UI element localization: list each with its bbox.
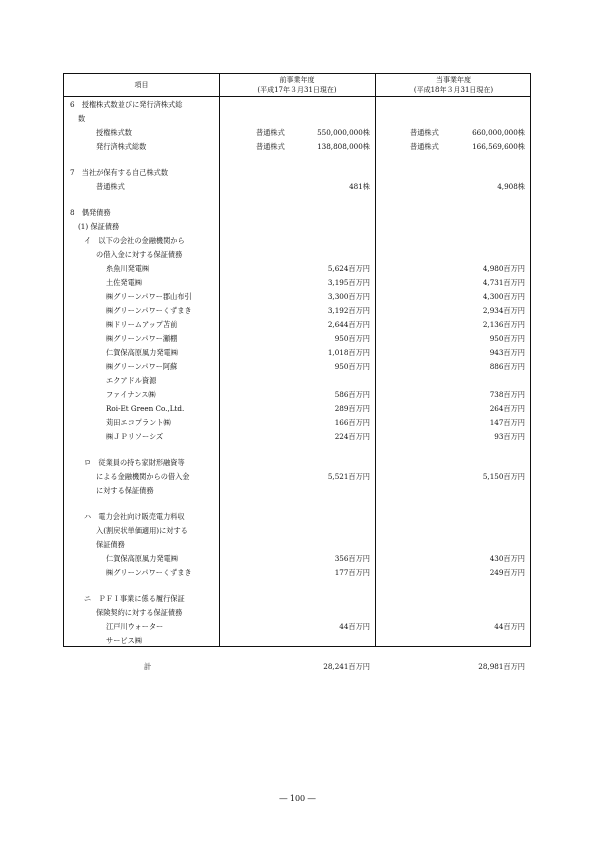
row-item-text: に対する保証債務 <box>96 486 154 495</box>
table-row <box>64 318 530 332</box>
row-item-text: エクアドル資源 <box>106 376 157 385</box>
cur-value: 249百万円 <box>489 568 525 577</box>
table-row <box>64 206 530 220</box>
row-item-text: ハ 電力会社向け販売電力料収 <box>84 512 185 521</box>
prev-value: 5,624百万円 <box>327 264 370 273</box>
table-row <box>64 332 530 346</box>
row-item-text: の借入金に対する保証債務 <box>96 250 183 259</box>
table-row <box>64 456 530 470</box>
cur-value: 166,569,600株 <box>472 142 525 151</box>
table-row <box>64 524 530 538</box>
row-item-text: イ 以下の会社の金融機関から <box>84 236 185 245</box>
cur-value: 2,136百万円 <box>482 320 525 329</box>
table-row <box>64 140 530 154</box>
prev-value: 177百万円 <box>334 568 370 577</box>
table-row <box>64 538 530 552</box>
prev-value: 3,195百万円 <box>327 278 370 287</box>
table-row <box>64 402 530 416</box>
row-item-text: 普通株式 <box>96 182 125 191</box>
prev-value: 2,644百万円 <box>327 320 370 329</box>
row-item-text: 数 <box>78 114 86 123</box>
header-cur-title: 当事業年度 <box>436 76 471 84</box>
table-row <box>64 470 530 484</box>
table-row <box>64 552 530 566</box>
header-cur-date: (平成18年３月31日現在) <box>413 86 494 94</box>
row-item-text: 保証債務 <box>96 540 125 549</box>
row-item-text: ㈱グリーンパワー郡山布引 <box>106 292 192 301</box>
table-row <box>64 484 530 498</box>
table-row <box>64 166 530 180</box>
cur-value: 93百万円 <box>494 432 525 441</box>
row-item-text: 計 <box>144 662 152 671</box>
prev-value: 356百万円 <box>334 554 370 563</box>
row-item-text: サービス㈱ <box>106 636 142 645</box>
row-item-text: ロ 従業員の持ち家財形融資等 <box>84 458 185 467</box>
row-item-text: 授権株式数 <box>96 128 132 137</box>
row-item-text: 保険契約に対する保証債務 <box>96 608 183 617</box>
header-item: 項目 <box>134 81 149 89</box>
notes-table <box>63 73 531 671</box>
cur-value: 943百万円 <box>489 348 525 357</box>
row-item-text: ㈱グリーンパワーくずまき <box>106 568 192 577</box>
table-row <box>64 346 530 360</box>
row-item-text: ファイナンス㈱ <box>106 390 156 399</box>
prev-value: 586百万円 <box>334 390 370 399</box>
header-divider <box>64 96 530 97</box>
cur-value: 660,000,000株 <box>472 128 525 137</box>
table-row <box>64 304 530 318</box>
prev-value: 1,018百万円 <box>327 348 370 357</box>
table-row <box>64 634 530 648</box>
row-item-text: 仁賀保高原風力発電㈱ <box>106 348 178 357</box>
cur-value: 5,150百万円 <box>482 472 525 481</box>
table-row <box>64 660 530 674</box>
row-item-text: ㈱ドリームアップ苫前 <box>106 320 178 329</box>
prev-label: 普通株式 <box>256 128 285 137</box>
row-item-text: による金融機関からの借入金 <box>96 472 190 481</box>
cur-value: 44百万円 <box>494 622 525 631</box>
cur-value: 264百万円 <box>489 404 525 413</box>
table-row <box>64 180 530 194</box>
prev-value: 224百万円 <box>334 432 370 441</box>
row-item-text: 糸魚川発電㈱ <box>106 264 150 273</box>
cur-value: 147百万円 <box>489 418 525 427</box>
row-item-text: 入(割戻状単価適用)に対する <box>96 526 188 535</box>
cur-value: 4,908株 <box>497 182 525 191</box>
cur-label: 普通株式 <box>410 142 439 151</box>
cur-value: 4,731百万円 <box>482 278 525 287</box>
table-row <box>64 430 530 444</box>
prev-value: 289百万円 <box>334 404 370 413</box>
table-row <box>64 276 530 290</box>
row-item-text: 江戸川ウォーター <box>106 622 164 631</box>
row-item-text: ㈱グリーンパワーくずまき <box>106 306 192 315</box>
cur-value: 738百万円 <box>489 390 525 399</box>
row-item-text: 6 授権株式数並びに発行済株式総 <box>70 100 183 109</box>
table-row <box>64 98 530 112</box>
table-row <box>64 416 530 430</box>
cur-value: 4,980百万円 <box>482 264 525 273</box>
prev-value: 950百万円 <box>334 334 370 343</box>
row-item-text: ㈱グリーンパワー瀬棚 <box>106 334 178 343</box>
header-prev-title: 前事業年度 <box>279 76 315 84</box>
prev-value: 550,000,000株 <box>317 128 370 137</box>
row-item-text: 仁賀保高原風力発電㈱ <box>106 554 178 563</box>
prev-value: 481株 <box>349 182 370 191</box>
cur-value: 950百万円 <box>489 334 525 343</box>
row-item-text: 土佐発電㈱ <box>106 278 142 287</box>
cur-value: 2,934百万円 <box>482 306 525 315</box>
row-item-text: (1) 保証債務 <box>78 222 120 231</box>
header-prev-date: (平成17年３月31日現在) <box>257 86 337 94</box>
table-row <box>64 606 530 620</box>
prev-value: 44百万円 <box>339 622 370 631</box>
table-row <box>64 388 530 402</box>
prev-value: 3,192百万円 <box>327 306 370 315</box>
table-row <box>64 592 530 606</box>
prev-value: 5,521百万円 <box>327 472 370 481</box>
prev-value: 28,241百万円 <box>323 662 370 671</box>
table-row <box>64 620 530 634</box>
row-item-text: 発行済株式総数 <box>96 142 147 151</box>
table-row <box>64 126 530 140</box>
prev-value: 138,808,000株 <box>317 142 370 151</box>
table-row <box>64 112 530 126</box>
prev-value: 950百万円 <box>334 362 370 371</box>
table-row <box>64 510 530 524</box>
table-row <box>64 262 530 276</box>
cur-label: 普通株式 <box>410 128 439 137</box>
cur-value: 430百万円 <box>489 554 525 563</box>
cur-value: 4,300百万円 <box>482 292 525 301</box>
table-row <box>64 234 530 248</box>
row-item-text: Roi-Et Green Co.,Ltd. <box>106 404 185 413</box>
prev-label: 普通株式 <box>256 142 285 151</box>
table-row <box>64 374 530 388</box>
table-row <box>64 290 530 304</box>
page-number: ― 100 ― <box>279 794 316 803</box>
row-item-text: ㈱ＪＰリソーシズ <box>106 432 164 441</box>
table-row <box>64 220 530 234</box>
table-row <box>64 360 530 374</box>
cur-value: 886百万円 <box>489 362 525 371</box>
row-item-text: ニ ＰＦＩ事業に係る履行保証 <box>84 594 185 603</box>
row-item-text: ㈱グリーンパワー阿蘇 <box>106 362 178 371</box>
row-item-text: 7 当社が保有する自己株式数 <box>70 168 169 177</box>
prev-value: 166百万円 <box>334 418 370 427</box>
prev-value: 3,300百万円 <box>327 292 370 301</box>
table-row <box>64 566 530 580</box>
row-item-text: 苅田エコプラント㈱ <box>106 418 171 427</box>
row-item-text: 8 偶発債務 <box>70 208 111 217</box>
table-row <box>64 248 530 262</box>
cur-value: 28,981百万円 <box>478 662 525 671</box>
